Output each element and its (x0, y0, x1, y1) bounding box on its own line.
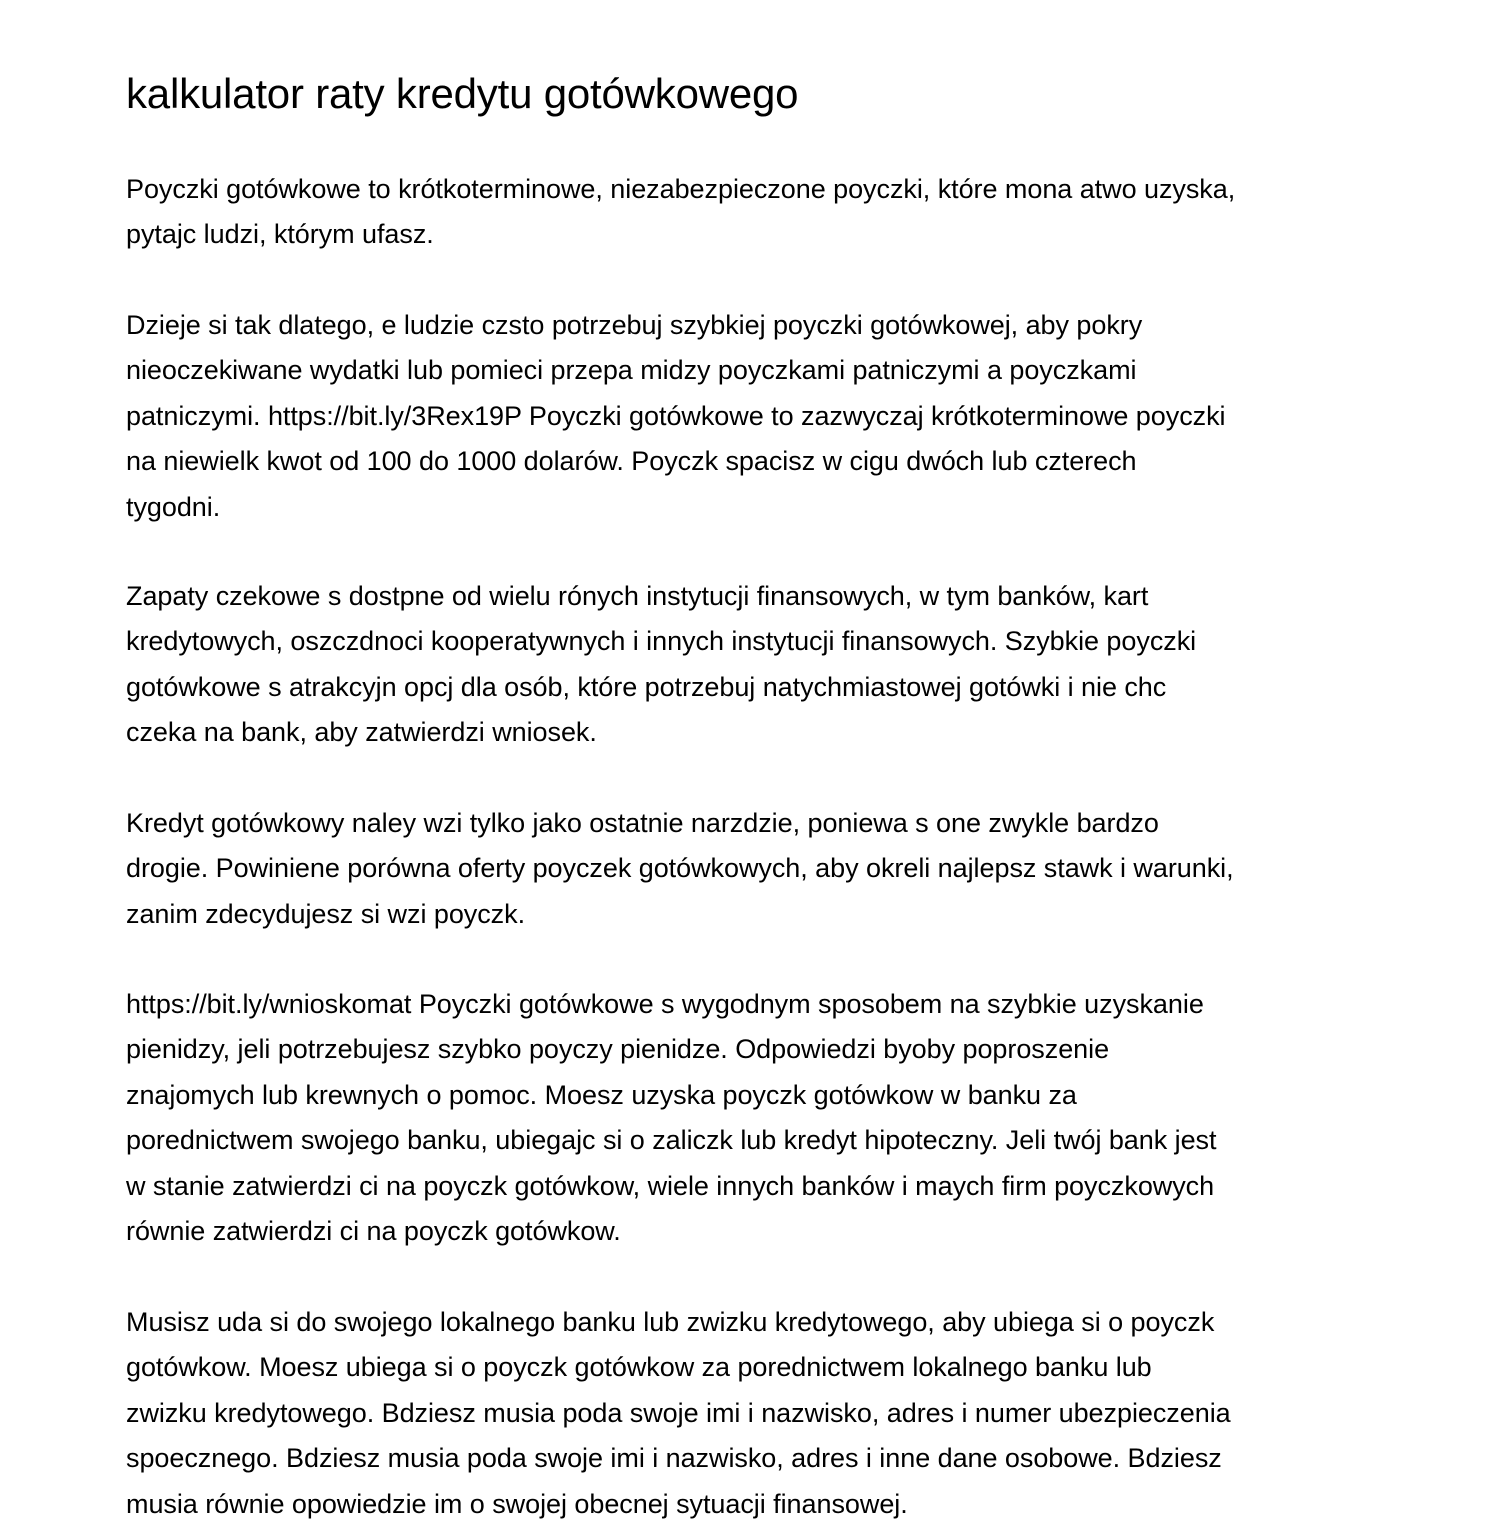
paragraph-line: tygodni. (126, 491, 221, 522)
paragraph-5 (126, 982, 1386, 1254)
paragraph-line: musia równie opowiedzie im o swojej obecnej sytuacji finansowej. (126, 1488, 908, 1519)
paragraph-2 (126, 303, 1386, 530)
paragraph-line: czeka na bank, aby zatwierdzi wniosek. (126, 717, 597, 748)
paragraph-line: Musisz uda si do swojego lokalnego banku lub zwizku kredytowego, aby ubiega si o poyczk (126, 1307, 1215, 1337)
paragraph-line: drogie. Powiniene porówna oferty poyczek gotówkowych, aby okreli najlepsz stawk i warunki, (126, 853, 1234, 884)
paragraph-line: gotówkowe s atrakcyjn opcj dla osób, które potrzebuj natychmiastowej gotówki i nie chc (126, 671, 1167, 702)
paragraph-line: w stanie zatwierdzi ci na poyczk gotówkow, wiele innych banków i maych firm poyczkowych (126, 1170, 1215, 1201)
paragraph-line: Poyczki gotówkowe to krótkoterminowe, niezabezpieczone poyczki, które mona atwo uzyska, (126, 174, 1236, 204)
paragraph-line: równie zatwierdzi ci na poyczk gotówkow. (126, 1215, 621, 1246)
paragraph-3 (126, 574, 1386, 756)
paragraph-line: zwizku kredytowego. Bdziesz musia poda swoje imi i nazwisko, adres i numer ubezpieczenia (126, 1397, 1231, 1428)
paragraph-line: na niewielk kwot od 100 do 1000 dolarów. Poyczk spacisz w cigu dwóch lub czterech (126, 446, 1137, 477)
paragraph-1 (126, 167, 1386, 258)
paragraph-line: Zapaty czekowe s dostpne od wielu rónych instytucji finansowych, w tym banków, kart (126, 581, 1149, 611)
paragraph-line: porednictwem swojego banku, ubiegajc si o zaliczk lub kredyt hipoteczny. Jeli twój bank jest (126, 1125, 1217, 1156)
paragraph-line: gotówkow. Moesz ubiega si o poyczk gotówkow za porednictwem lokalnego banku lub (126, 1352, 1152, 1383)
paragraph-line: kredytowych, oszczdnoci kooperatywnych i innych instytucji finansowych. Szybkie poyczki (126, 626, 1197, 657)
paragraph-line: Dzieje si tak dlatego, e ludzie czsto potrzebuj szybkiej poyczki gotówkowej, aby pokry (126, 310, 1143, 340)
paragraph-6 (126, 1300, 1386, 1527)
paragraph-4 (126, 801, 1386, 937)
paragraph-line: spoecznego. Bdziesz musia poda swoje imi i nazwisko, adres i inne dane osobowe. Bdziesz (126, 1443, 1222, 1474)
paragraph-line: nieoczekiwane wydatki lub pomieci przepa midzy poyczkami patniczymi a poyczkami (126, 355, 1137, 386)
document-title: kalkulator raty kredytu gotówkowego (126, 70, 799, 117)
paragraph-line: pienidzy, jeli potrzebujesz szybko poyczy pienidze. Odpowiedzi byoby poproszenie (126, 1034, 1110, 1065)
paragraph-line: znajomych lub krewnych o pomoc. Moesz uzyska poyczk gotówkow w banku za (126, 1079, 1077, 1110)
paragraph-line: https://bit.ly/wnioskomat Poyczki gotówkowe s wygodnym sposobem na szybkie uzyskanie (126, 989, 1204, 1019)
paragraph-line: zanim zdecydujesz si wzi poyczk. (126, 898, 526, 929)
paragraph-line: pytajc ludzi, którym ufasz. (126, 219, 434, 250)
paragraph-line: patniczymi. https://bit.ly/3Rex19P Poyczki gotówkowe to zazwyczaj krótkoterminowe poyczki (126, 400, 1226, 431)
paragraph-line: Kredyt gotówkowy naley wzi tylko jako ostatnie narzdzie, poniewa s one zwykle bardzo (126, 808, 1159, 838)
